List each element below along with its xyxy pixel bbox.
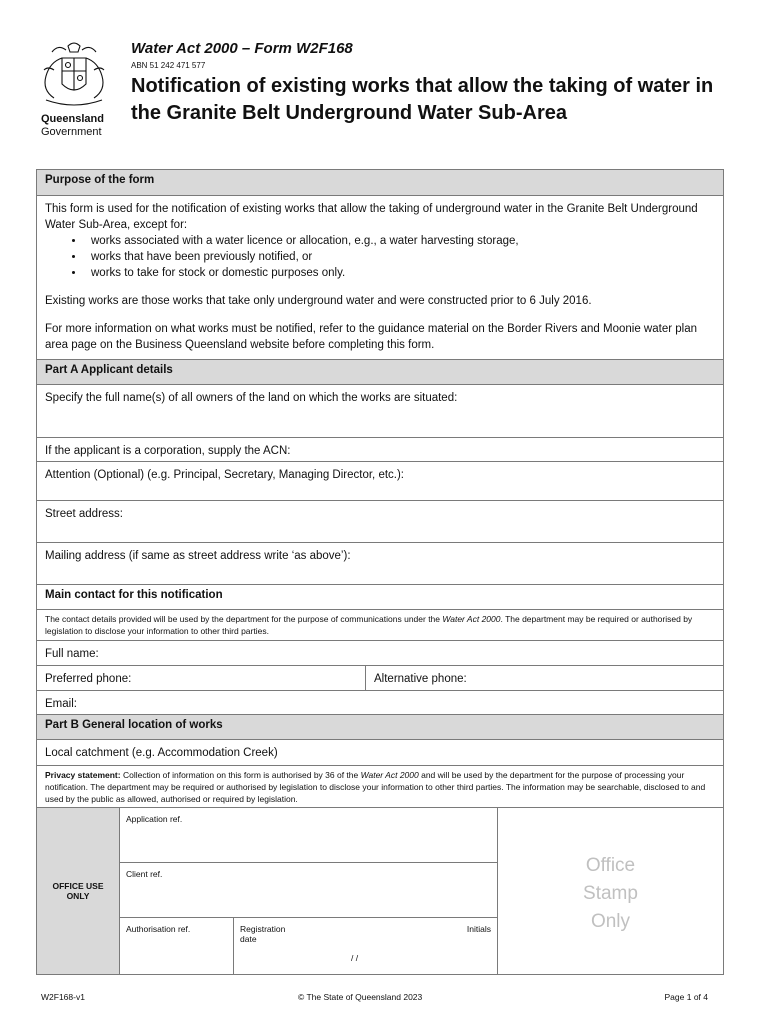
registration-date-field[interactable] [234, 918, 497, 974]
preferred-phone-field[interactable] [37, 666, 366, 690]
list-item: • works that have been previously notified, or [85, 249, 715, 265]
authorisation-ref-field[interactable] [120, 918, 234, 974]
footer-copyright: © The State of Queensland 2023 [298, 992, 423, 1002]
application-ref-label: Application ref. [126, 814, 183, 824]
purpose-section [37, 195, 723, 359]
form-number-title: Water Act 2000 – Form W2F168 [131, 40, 353, 57]
local-catchment-label: Local catchment (e.g. Accommodation Creek) [45, 747, 278, 759]
contact-note-text: The contact details provided will be used by the department for the purpose of communications under the [45, 614, 443, 624]
notification-form [36, 169, 724, 975]
list-item: • works associated with a water licence or allocation, e.g., a water harvesting storage, [85, 233, 715, 249]
stamp-line-1: Office [585, 855, 636, 876]
existing-works-definition: Existing works are those works that take only underground water and were constructed prior to 6 July 2016. [45, 295, 592, 307]
acn-label: If the applicant is a corporation, supply the ACN: [45, 445, 291, 457]
attention-label: Attention (Optional) (e.g. Principal, Secretary, Managing Director, etc.): [45, 469, 404, 481]
office-use-section [37, 807, 723, 974]
stamp-line-2: Stamp [583, 883, 638, 904]
footer-form-code: W2F168-v1 [41, 992, 85, 1002]
list-item: • works to take for stock or domestic purposes only. [85, 265, 715, 281]
exceptions-list [45, 233, 715, 281]
privacy-statement [37, 765, 723, 807]
alternative-phone-label: Alternative phone: [374, 673, 467, 685]
mailing-address-label: Mailing address (if same as street address write ‘as above’): [45, 550, 351, 562]
office-bottom-row [120, 918, 497, 974]
client-ref-label: Client ref. [126, 869, 163, 879]
owners-name-field[interactable] [37, 384, 723, 437]
owners-name-label: Specify the full name(s) of all owners of the land on which the works are situated: [45, 392, 458, 404]
alternative-phone-field[interactable] [366, 666, 723, 690]
full-name-label: Full name: [45, 648, 99, 660]
abn-number: ABN 51 242 471 577 [131, 61, 206, 70]
registration-date-label: Registration date [240, 924, 286, 944]
initials-label: Initials [466, 924, 491, 934]
office-reference-fields [120, 808, 498, 974]
local-catchment-field[interactable] [37, 739, 723, 765]
contact-note-text-end: . The department may be required or authorised by legislation to disclose your information to other third parties. [45, 614, 693, 636]
more-information-text: For more information on what works must be notified, refer to the guidance material on the Border Rivers and Moonie water plan area page on the Business Queensland website before completing this form. [45, 323, 697, 351]
street-address-field[interactable] [37, 500, 723, 542]
application-ref-field[interactable] [120, 808, 497, 863]
date-slashes: / / [351, 953, 359, 963]
authorisation-ref-label: Authorisation ref. [126, 924, 191, 934]
privacy-statement-label: Privacy statement: [45, 770, 121, 780]
contact-details-note [37, 609, 723, 640]
privacy-text-end: and will be used by the department for the purpose of processing your notification. The department may be required or authorised by legislation to disclose your information to other third parties. The information may be searchable, disclosed to and used by the public as allowed, authorised or required by legislation. [45, 770, 706, 804]
footer-page-number: Page 1 of 4 [664, 992, 708, 1002]
office-use-label-line1: OFFICE USE [52, 881, 104, 891]
full-name-field[interactable] [37, 640, 723, 665]
stamp-line-3: Only [590, 911, 631, 932]
email-label: Email: [45, 698, 77, 710]
phone-row [37, 665, 723, 690]
section-heading-purpose: Purpose of the form [37, 170, 723, 195]
privacy-act: Water Act 2000 [360, 770, 419, 780]
client-ref-field[interactable] [120, 863, 497, 918]
logo-wordmark-queensland: Queensland [41, 113, 104, 125]
logo-wordmark-government: Government [41, 126, 102, 138]
page-title: Notification of existing works that allow the taking of water in the Granite Belt Underground Water Sub-Area [131, 75, 714, 124]
mailing-address-field[interactable] [37, 542, 723, 584]
purpose-intro: This form is used for the notification of existing works that allow the taking of underground water in the Granite Belt Underground Water Sub-Area, except for: [45, 203, 698, 231]
section-heading-part-b: Part B General location of works [37, 714, 723, 739]
office-use-label-line2: ONLY [66, 891, 90, 901]
street-address-label: Street address: [45, 508, 123, 520]
section-heading-main-contact: Main contact for this notification [37, 584, 723, 609]
privacy-text: Collection of information on this form is authorised by 36 of the [120, 770, 361, 780]
office-use-label [37, 808, 120, 974]
preferred-phone-label: Preferred phone: [45, 673, 132, 685]
contact-note-act: Water Act 2000 [442, 614, 501, 624]
office-stamp-area [498, 808, 723, 974]
acn-field[interactable] [37, 437, 723, 461]
section-heading-part-a: Part A Applicant details [37, 359, 723, 384]
attention-field[interactable] [37, 461, 723, 500]
email-field[interactable] [37, 690, 723, 714]
